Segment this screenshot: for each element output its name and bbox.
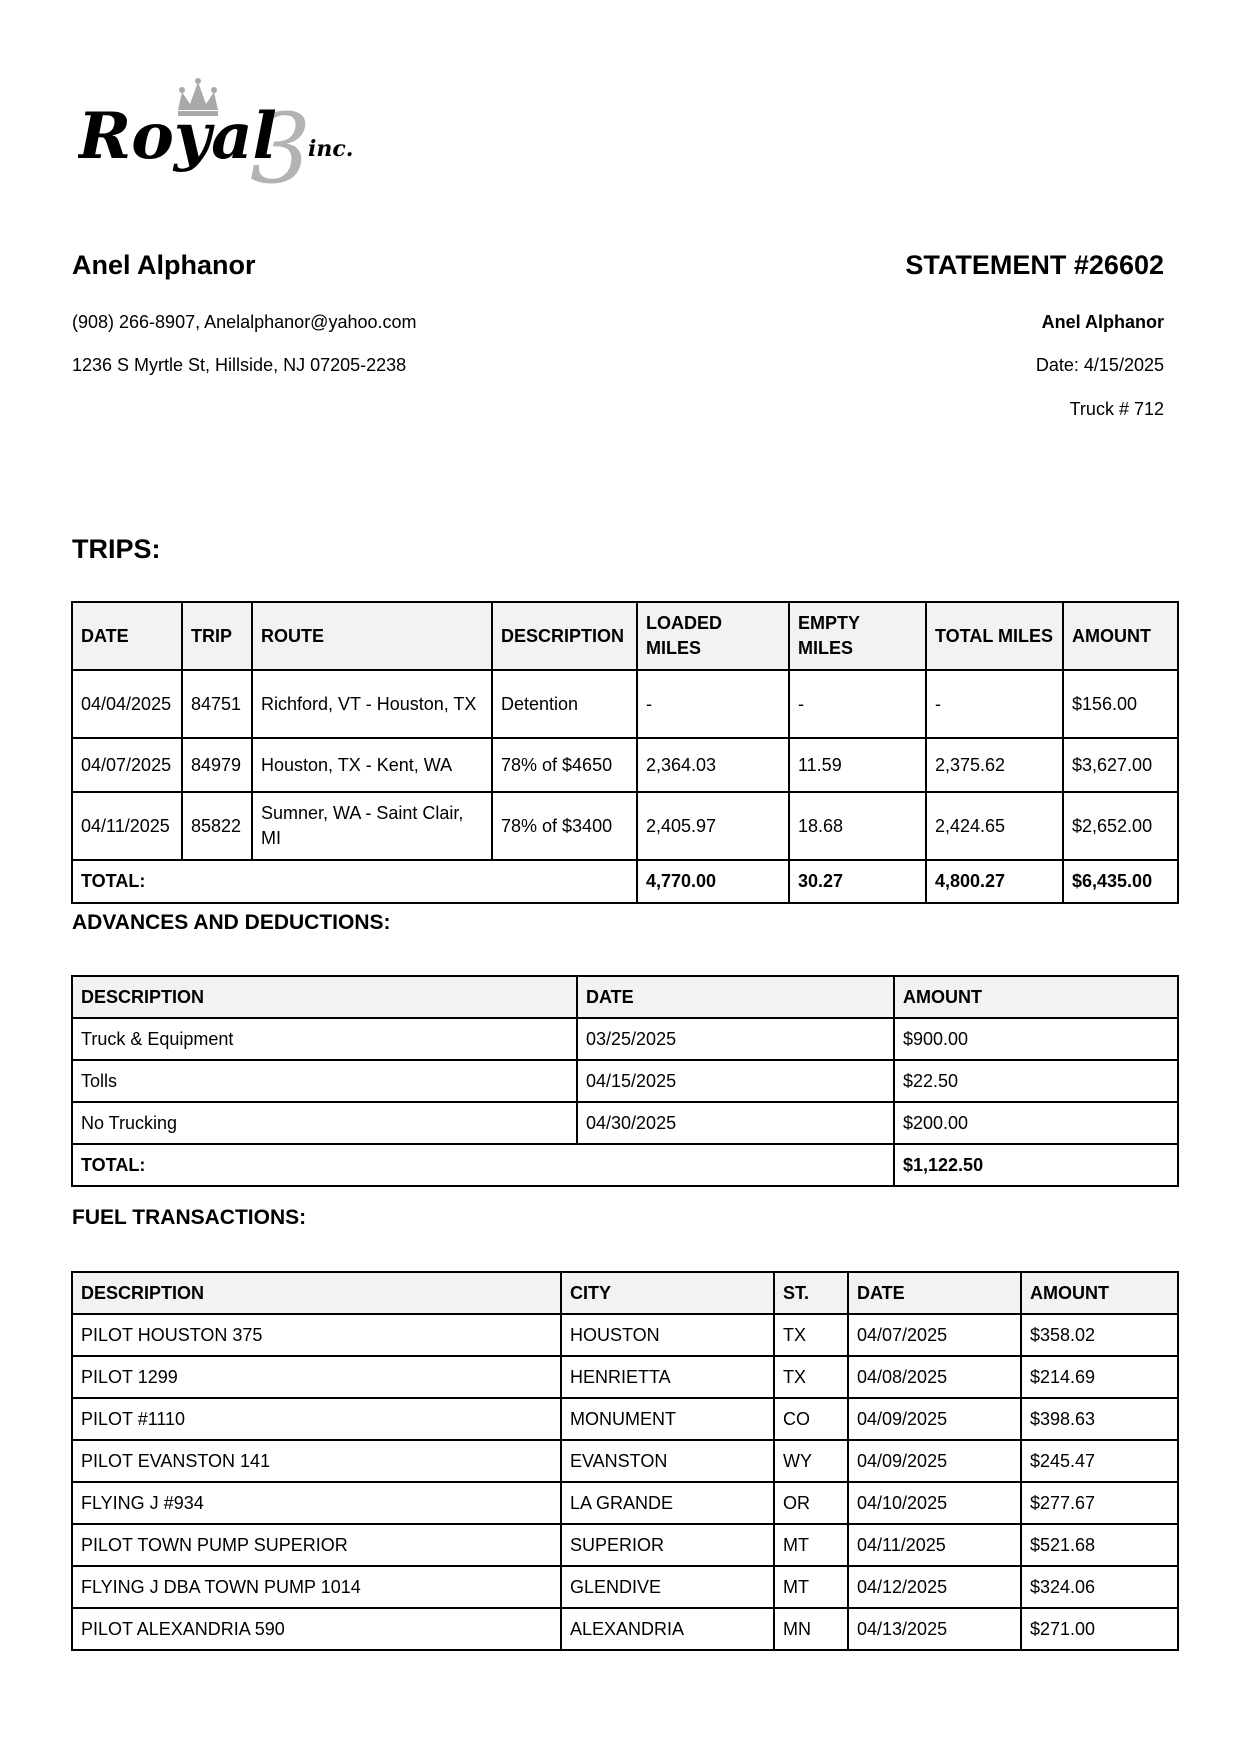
- fuel-amount: $214.69: [1021, 1356, 1178, 1398]
- fuel-amount: $521.68: [1021, 1524, 1178, 1566]
- trips-total-total-miles: 4,800.27: [926, 860, 1063, 903]
- driver-address: 1236 S Myrtle St, Hillside, NJ 07205-2238: [72, 355, 407, 375]
- trips-table: [71, 601, 1179, 904]
- fuel-description: PILOT #1110: [72, 1398, 561, 1440]
- trip-amount: $3,627.00: [1063, 738, 1178, 792]
- table-row: [72, 1608, 1178, 1650]
- statement-driver-name: Anel Alphanor: [1041, 312, 1164, 332]
- table-row: [72, 1314, 1178, 1356]
- advance-description: Truck & Equipment: [72, 1018, 577, 1060]
- advance-amount: $900.00: [894, 1018, 1178, 1060]
- advance-description: Tolls: [72, 1060, 577, 1102]
- crown-logo-graphic: [78, 78, 388, 188]
- fuel-description: PILOT ALEXANDRIA 590: [72, 1608, 561, 1650]
- trip-total-miles: 2,375.62: [926, 738, 1063, 792]
- advances-header-row: [72, 976, 1178, 1018]
- table-row: [72, 1018, 1178, 1060]
- fuel-state: WY: [774, 1440, 848, 1482]
- trip-amount: $2,652.00: [1063, 792, 1178, 860]
- fuel-header-row: [72, 1272, 1178, 1314]
- fuel-amount: $271.00: [1021, 1608, 1178, 1650]
- fuel-date: 04/09/2025: [848, 1398, 1021, 1440]
- table-row: [72, 1356, 1178, 1398]
- fuel-city: GLENDIVE: [561, 1566, 774, 1608]
- col-date-header: DATE: [848, 1272, 1021, 1314]
- driver-name: Anel Alphanor: [72, 250, 256, 280]
- trip-route: Sumner, WA - Saint Clair, MI: [252, 792, 492, 860]
- company-logo: [78, 78, 388, 188]
- advances-heading: ADVANCES AND DEDUCTIONS:: [72, 911, 391, 934]
- fuel-city: MONUMENT: [561, 1398, 774, 1440]
- trip-loaded-miles: 2,405.97: [637, 792, 789, 860]
- advances-total-label: TOTAL:: [72, 1144, 894, 1186]
- table-row: [72, 1060, 1178, 1102]
- fuel-date: 04/13/2025: [848, 1608, 1021, 1650]
- fuel-amount: $398.63: [1021, 1398, 1178, 1440]
- trip-loaded-miles: -: [637, 670, 789, 738]
- table-row: [72, 1440, 1178, 1482]
- statement-date: Date: 4/15/2025: [1035, 355, 1164, 375]
- fuel-date: 04/09/2025: [848, 1440, 1021, 1482]
- trip-number: 84979: [182, 738, 252, 792]
- advance-description: No Trucking: [72, 1102, 577, 1144]
- advance-amount: $200.00: [894, 1102, 1178, 1144]
- advance-date: 03/25/2025: [577, 1018, 894, 1060]
- svg-text:3: 3: [250, 93, 312, 188]
- driver-contact: (908) 266-8907, Anelalphanor@yahoo.com: [72, 312, 417, 332]
- trip-description: 78% of $4650: [492, 738, 637, 792]
- fuel-description: PILOT 1299: [72, 1356, 561, 1398]
- col-description-header: DESCRIPTION: [72, 976, 577, 1018]
- table-row: [72, 738, 1178, 792]
- trips-total-loaded-miles: 4,770.00: [637, 860, 789, 903]
- col-description-header: DESCRIPTION: [72, 1272, 561, 1314]
- svg-text:inc.: inc.: [308, 136, 354, 162]
- trip-date: 04/04/2025: [72, 670, 182, 738]
- col-route-header: ROUTE: [252, 602, 492, 670]
- advance-date: 04/15/2025: [577, 1060, 894, 1102]
- trip-date: 04/11/2025: [72, 792, 182, 860]
- table-row: [72, 1524, 1178, 1566]
- fuel-city: HENRIETTA: [561, 1356, 774, 1398]
- fuel-city: LA GRANDE: [561, 1482, 774, 1524]
- trips-header-row: [72, 602, 1178, 670]
- fuel-amount: $277.67: [1021, 1482, 1178, 1524]
- trip-amount: $156.00: [1063, 670, 1178, 738]
- statement-title: STATEMENT #26602: [905, 250, 1164, 280]
- fuel-state: TX: [774, 1314, 848, 1356]
- fuel-city: SUPERIOR: [561, 1524, 774, 1566]
- fuel-description: FLYING J DBA TOWN PUMP 1014: [72, 1566, 561, 1608]
- trip-total-miles: 2,424.65: [926, 792, 1063, 860]
- trip-empty-miles: -: [789, 670, 926, 738]
- trip-date: 04/07/2025: [72, 738, 182, 792]
- col-empty-miles-header: EMPTY MILES: [789, 602, 926, 670]
- trips-total-amount: $6,435.00: [1063, 860, 1178, 903]
- fuel-description: PILOT EVANSTON 141: [72, 1440, 561, 1482]
- col-amount-header: AMOUNT: [894, 976, 1178, 1018]
- fuel-state: TX: [774, 1356, 848, 1398]
- trip-number: 85822: [182, 792, 252, 860]
- fuel-date: 04/12/2025: [848, 1566, 1021, 1608]
- fuel-city: ALEXANDRIA: [561, 1608, 774, 1650]
- fuel-table: [71, 1271, 1179, 1651]
- fuel-state: OR: [774, 1482, 848, 1524]
- fuel-heading: FUEL TRANSACTIONS:: [72, 1206, 307, 1229]
- trip-number: 84751: [182, 670, 252, 738]
- trips-heading: TRIPS:: [72, 534, 161, 564]
- trip-empty-miles: 11.59: [789, 738, 926, 792]
- trips-total-label: TOTAL:: [72, 860, 637, 903]
- advances-total-amount: $1,122.50: [894, 1144, 1178, 1186]
- fuel-state: MN: [774, 1608, 848, 1650]
- advance-amount: $22.50: [894, 1060, 1178, 1102]
- statement-truck-number: Truck # 712: [1069, 399, 1164, 419]
- fuel-description: FLYING J #934: [72, 1482, 561, 1524]
- col-loaded-miles-header: LOADED MILES: [637, 602, 789, 670]
- col-city-header: CITY: [561, 1272, 774, 1314]
- fuel-city: HOUSTON: [561, 1314, 774, 1356]
- col-description-header: DESCRIPTION: [492, 602, 637, 670]
- table-row: [72, 1566, 1178, 1608]
- col-date-header: DATE: [577, 976, 894, 1018]
- table-row: [72, 670, 1178, 738]
- advances-table: [71, 975, 1179, 1187]
- fuel-city: EVANSTON: [561, 1440, 774, 1482]
- col-total-miles-header: TOTAL MILES: [926, 602, 1063, 670]
- trips-total-row: [72, 860, 1178, 903]
- fuel-date: 04/11/2025: [848, 1524, 1021, 1566]
- table-row: [72, 1102, 1178, 1144]
- fuel-amount: $245.47: [1021, 1440, 1178, 1482]
- table-row: [72, 792, 1178, 860]
- fuel-state: MT: [774, 1524, 848, 1566]
- col-amount-header: AMOUNT: [1021, 1272, 1178, 1314]
- table-row: [72, 1398, 1178, 1440]
- col-amount-header: AMOUNT: [1063, 602, 1178, 670]
- table-row: [72, 1482, 1178, 1524]
- col-date-header: DATE: [72, 602, 182, 670]
- trip-description: Detention: [492, 670, 637, 738]
- fuel-description: PILOT TOWN PUMP SUPERIOR: [72, 1524, 561, 1566]
- fuel-state: MT: [774, 1566, 848, 1608]
- svg-text:Royal: Royal: [78, 99, 277, 174]
- fuel-amount: $358.02: [1021, 1314, 1178, 1356]
- trip-loaded-miles: 2,364.03: [637, 738, 789, 792]
- trip-description: 78% of $3400: [492, 792, 637, 860]
- fuel-date: 04/07/2025: [848, 1314, 1021, 1356]
- trip-total-miles: -: [926, 670, 1063, 738]
- advance-date: 04/30/2025: [577, 1102, 894, 1144]
- col-trip-header: TRIP: [182, 602, 252, 670]
- trips-total-empty-miles: 30.27: [789, 860, 926, 903]
- trip-route: Richford, VT - Houston, TX: [252, 670, 492, 738]
- fuel-state: CO: [774, 1398, 848, 1440]
- trip-route: Houston, TX - Kent, WA: [252, 738, 492, 792]
- fuel-amount: $324.06: [1021, 1566, 1178, 1608]
- fuel-description: PILOT HOUSTON 375: [72, 1314, 561, 1356]
- trip-empty-miles: 18.68: [789, 792, 926, 860]
- col-state-header: ST.: [774, 1272, 848, 1314]
- advances-total-row: [72, 1144, 1178, 1186]
- fuel-date: 04/10/2025: [848, 1482, 1021, 1524]
- fuel-date: 04/08/2025: [848, 1356, 1021, 1398]
